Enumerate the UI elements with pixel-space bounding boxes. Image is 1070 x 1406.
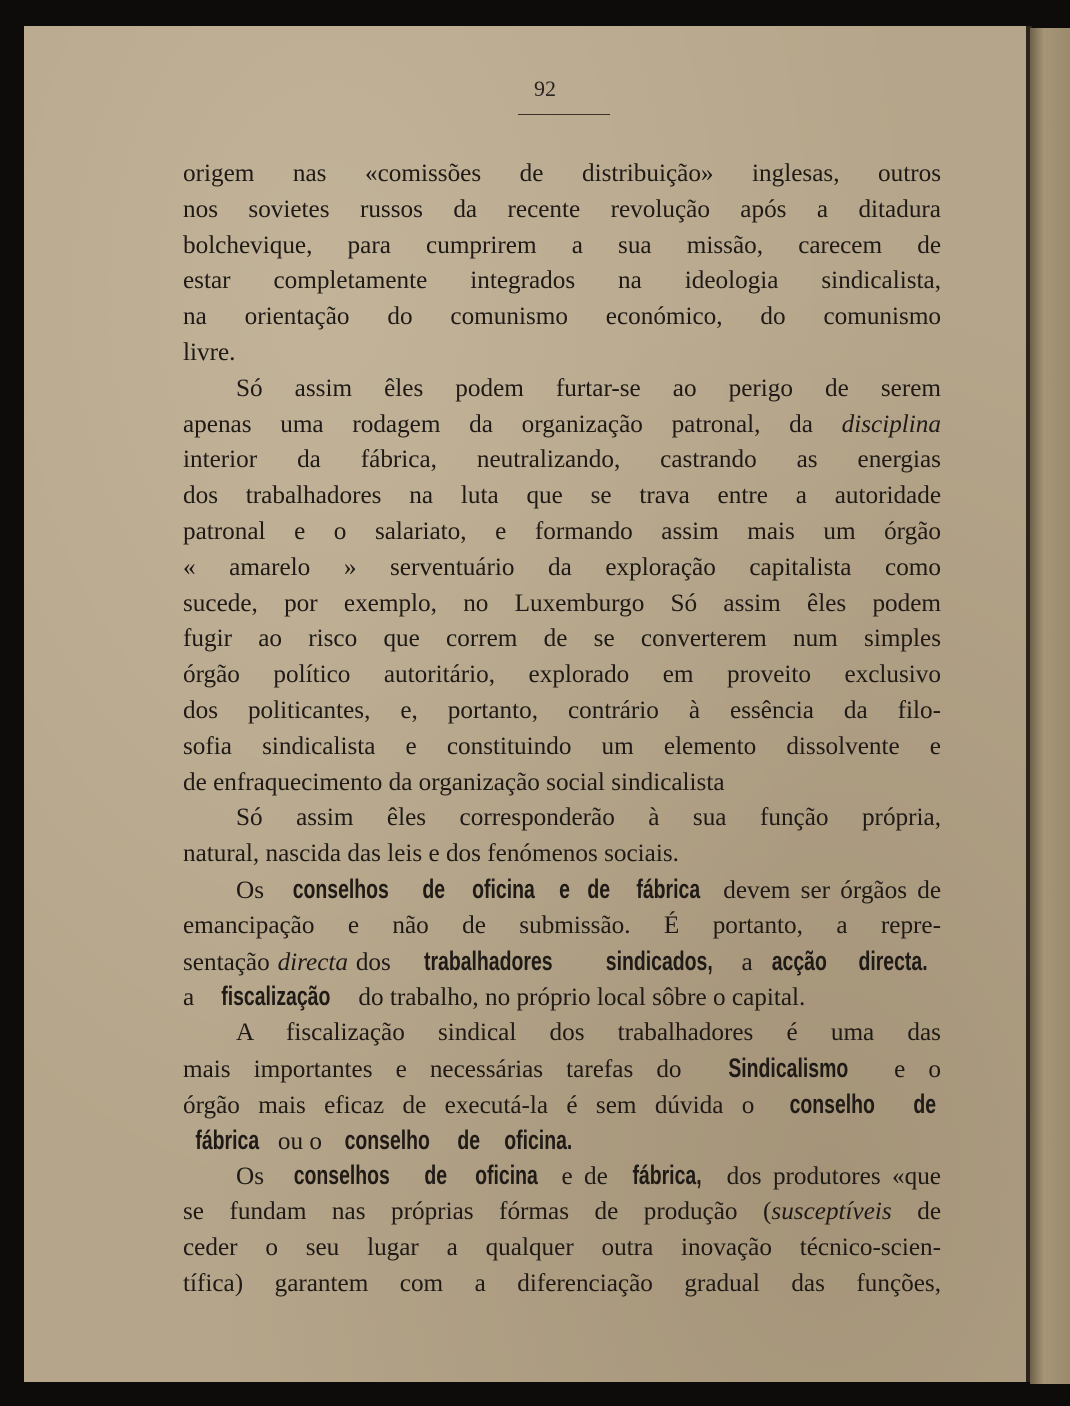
emphasis-text: conselhos: [292, 873, 390, 904]
text-line: [183, 550, 941, 586]
text-run: dos: [347, 948, 399, 976]
page-number: 92: [534, 76, 556, 101]
emphasis-text: oficina.: [504, 1124, 573, 1155]
emphasis-text: acção: [771, 945, 827, 976]
text-run: órgão mais eficaz de executá-la é sem dúvida o: [183, 1091, 773, 1119]
emphasis-text: fábrica: [195, 1124, 260, 1155]
emphasis-text: fiscalização: [221, 981, 331, 1012]
text-run: [837, 949, 845, 976]
text-line: [183, 872, 941, 908]
text-line: [183, 1230, 941, 1266]
emphasis-text: e: [559, 873, 571, 904]
text-run: [447, 1128, 453, 1155]
text-run: origem nas «comissões de distribuição» inglesas, outros: [183, 160, 941, 187]
body-text: [183, 156, 941, 1302]
text-run: ceder o seu lugar a qualquer outra inovação técnico-scien-: [183, 1233, 941, 1261]
italic-text: susceptíveis: [771, 1198, 892, 1226]
emphasis-text: fábrica,: [632, 1160, 702, 1191]
text-line: [183, 657, 941, 693]
text-run: dos trabalhadores na luta que se trava entre a autoridade: [183, 482, 941, 510]
text-run: tífica) garantem com a diferenciação gradual das funções,: [183, 1269, 941, 1297]
emphasis-text: Sindicalismo: [727, 1052, 848, 1083]
text-line: [183, 263, 941, 299]
text-run: interior da fábrica, neutralizando, castrando as energias: [183, 446, 941, 474]
emphasis-text: directa.: [858, 945, 928, 976]
text-line: [183, 1051, 941, 1087]
text-run: patronal e o salariato, e formando assim mais um órgão: [183, 517, 941, 545]
text-line: [183, 514, 941, 550]
text-line: [183, 1015, 941, 1051]
text-line: [183, 621, 941, 657]
emphasis-text: sindicados,: [605, 945, 713, 976]
text-line: [183, 442, 941, 478]
emphasis-text: oficina: [472, 873, 535, 904]
text-run: [452, 1163, 463, 1190]
text-line: [183, 1194, 941, 1230]
text-run: na orientação do comunismo económico, do comunismo: [183, 303, 941, 331]
emphasis-text: de: [457, 1124, 481, 1155]
text-run: [485, 1128, 491, 1155]
text-line: [183, 156, 941, 192]
text-run: sofia sindicalista e constituindo um elemento dissolvente e: [183, 732, 941, 760]
text-line: [183, 979, 941, 1015]
text-run: mais importantes e necessárias tarefas do: [183, 1055, 705, 1083]
emphasis-text: trabalhadores: [423, 945, 553, 976]
text-run: sentação: [183, 948, 278, 976]
text-run: de enfraquecimento da organização social sindicalista: [183, 768, 725, 796]
text-run: emancipação e não de submissão. É portanto, a repre-: [183, 911, 941, 939]
adjacent-page-edge: [1030, 28, 1070, 1384]
text-run: fugir ao risco que correm de se converterem num simples: [183, 625, 941, 653]
text-line: [183, 729, 941, 765]
emphasis-text: de: [586, 873, 610, 904]
text-line: [183, 228, 941, 264]
text-run: [547, 877, 557, 904]
text-run: e o: [871, 1055, 941, 1083]
text-run: estar completamente integrados na ideologia sindicalista,: [183, 267, 941, 295]
text-run: Os: [236, 876, 275, 904]
text-run: se fundam nas próprias fórmas de produção (: [183, 1198, 772, 1226]
text-line: [183, 800, 941, 836]
text-run: sucede, por exemplo, no Luxemburgo Só assim êles podem: [183, 589, 941, 617]
text-run: de: [891, 1198, 941, 1226]
text-run: [450, 877, 460, 904]
text-run: dos produtores «que: [715, 1163, 941, 1191]
text-line: [183, 478, 941, 514]
text-run: bolchevique, para cumprirem a sua missão, carecem de: [183, 231, 941, 259]
text-run: devem ser órgãos de: [712, 876, 942, 904]
italic-text: directa: [277, 948, 348, 976]
text-run: « amarelo » serventuário da exploração capitalista como: [183, 553, 941, 581]
text-run: [614, 877, 624, 904]
text-run: [577, 949, 585, 976]
text-run: Só assim êles podem furtar-se ao perigo de serem: [236, 374, 941, 402]
text-run: [572, 877, 582, 904]
text-line: [183, 407, 941, 443]
text-run: A fiscalização sindical dos trabalhadores é uma das: [236, 1019, 941, 1047]
emphasis-text: conselho: [344, 1124, 431, 1155]
text-run: e de: [550, 1163, 620, 1191]
text-line: [183, 908, 941, 944]
text-run: dos politicantes, e, portanto, contrário à essência da filo-: [183, 696, 941, 724]
text-run: nos sovietes russos da recente revolução após a ditadura: [183, 195, 941, 223]
text-run: ou o: [271, 1127, 329, 1155]
text-run: [408, 877, 418, 904]
text-line: [183, 1087, 941, 1123]
text-line: [183, 299, 941, 335]
text-line: [183, 836, 941, 872]
text-line: [183, 944, 941, 980]
text-line: [183, 586, 941, 622]
text-run: [891, 1092, 909, 1119]
emphasis-text: conselho: [789, 1088, 875, 1119]
text-run: Os: [236, 1163, 276, 1191]
text-run: Só assim êles corresponderão à sua função própria,: [236, 804, 941, 832]
text-run: [409, 1163, 420, 1190]
text-line: [183, 371, 941, 407]
text-line: [183, 192, 941, 228]
text-run: órgão político autoritário, explorado em proveito exclusivo: [183, 661, 941, 689]
emphasis-text: oficina: [475, 1160, 538, 1191]
emphasis-text: de: [422, 873, 446, 904]
text-line: [183, 1123, 941, 1159]
text-line: [183, 1266, 941, 1302]
emphasis-text: conselhos: [294, 1160, 391, 1191]
emphasis-text: de: [424, 1160, 448, 1191]
text-run: natural, nascida das leis e dos fenómenos sociais.: [183, 840, 679, 868]
text-run: do trabalho, no próprio local sôbre o capital.: [352, 984, 806, 1012]
text-run: livre.: [183, 338, 236, 366]
emphasis-text: fábrica: [636, 873, 701, 904]
italic-text: disciplina: [841, 410, 941, 438]
text-line: [183, 693, 941, 729]
text-line: [183, 335, 941, 371]
text-line: [183, 1158, 941, 1194]
text-line: [183, 765, 941, 801]
page-number-rule: [518, 114, 610, 115]
text-run: a: [733, 948, 761, 976]
text-run: apenas uma rodagem da organização patronal, da: [183, 410, 842, 438]
emphasis-text: de: [913, 1088, 937, 1119]
text-run: a: [183, 984, 201, 1012]
